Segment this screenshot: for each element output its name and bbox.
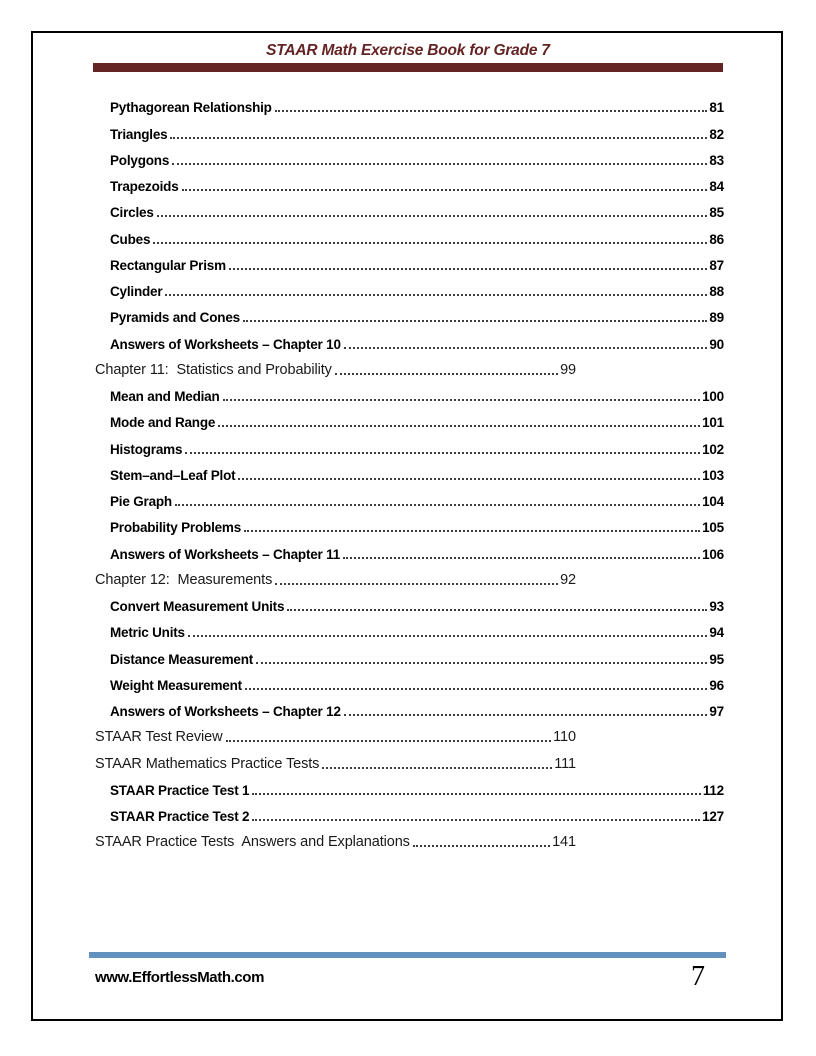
toc-entry <box>95 824 576 850</box>
toc-entry-label: Rectangular Prism <box>110 257 226 273</box>
toc-entry <box>95 772 724 798</box>
toc-entry-label: Circles <box>110 205 154 221</box>
toc-entry-page: 90 <box>709 336 724 352</box>
toc-leader-dots <box>252 819 700 821</box>
toc-entry <box>95 168 724 194</box>
footer-page-number: 7 <box>691 961 705 992</box>
toc-entry-label: STAAR Mathematics Practice Tests <box>95 755 320 772</box>
toc-entry-label: Answers of Worksheets – Chapter 10 <box>110 336 341 352</box>
toc-entry-label: Polygons <box>110 152 170 168</box>
toc-entry-label: Triangles <box>110 126 168 142</box>
toc-entry <box>95 588 724 614</box>
toc-entry <box>95 640 724 666</box>
toc-entry <box>95 115 724 141</box>
toc-entry <box>95 535 724 561</box>
toc-entry-page: 95 <box>709 651 724 667</box>
toc-entry-page: 83 <box>709 152 724 168</box>
toc-entry <box>95 483 724 509</box>
toc-entry-label: Cubes <box>110 231 151 247</box>
footer-website: www.EffortlessMath.com <box>95 969 265 986</box>
toc-leader-dots <box>244 530 700 532</box>
toc-leader-dots <box>170 137 707 139</box>
toc-leader-dots <box>322 767 552 769</box>
toc-entry-label: Stem–and–Leaf Plot <box>110 467 236 483</box>
toc-entry-label: STAAR Practice Test 2 <box>110 809 250 824</box>
toc-entry <box>95 562 576 588</box>
table-of-contents <box>95 89 724 850</box>
toc-entry <box>95 404 724 430</box>
toc-entry-label: Cylinder <box>110 284 163 299</box>
toc-entry-page: 104 <box>702 494 724 509</box>
toc-entry-page: 89 <box>709 310 724 326</box>
toc-entry-label: Pythagorean Relationship <box>110 100 272 116</box>
header-rule <box>93 63 723 72</box>
toc-entry <box>95 352 576 378</box>
toc-entry-page: 127 <box>702 809 724 824</box>
toc-entry-label: Answers of Worksheets – Chapter 11 <box>110 546 341 562</box>
toc-entry-page: 103 <box>702 467 724 483</box>
toc-entry-label: Metric Units <box>110 625 185 641</box>
toc-leader-dots <box>344 714 708 716</box>
toc-entry <box>95 89 724 115</box>
toc-leader-dots <box>185 452 700 454</box>
toc-entry-page: 85 <box>709 205 724 221</box>
toc-entry-label: Convert Measurement Units <box>110 599 285 614</box>
toc-leader-dots <box>182 189 708 191</box>
toc-entry-label: Chapter 12: Measurements <box>95 571 273 588</box>
toc-entry <box>95 247 724 273</box>
toc-entry-label: Pie Graph <box>110 494 172 509</box>
toc-entry-label: Trapezoids <box>110 179 179 194</box>
toc-entry <box>95 299 724 325</box>
toc-entry-label: STAAR Practice Test 1 <box>110 782 250 798</box>
toc-entry <box>95 142 724 168</box>
toc-leader-dots <box>226 740 552 742</box>
toc-entry <box>95 509 724 535</box>
toc-leader-dots <box>343 557 700 559</box>
toc-entry-page: 82 <box>709 126 724 142</box>
toc-entry-page: 93 <box>709 599 724 614</box>
toc-entry-page: 86 <box>709 231 724 247</box>
toc-entry <box>95 220 724 246</box>
toc-entry-page: 94 <box>709 625 724 641</box>
toc-entry <box>95 378 724 404</box>
toc-leader-dots <box>165 294 707 296</box>
toc-entry-label: Chapter 11: Statistics and Probability <box>95 361 332 378</box>
toc-entry-label: Histograms <box>110 441 183 457</box>
toc-entry-page: 110 <box>553 729 576 746</box>
toc-entry-page: 96 <box>709 677 724 693</box>
toc-entry-label: STAAR Practice Tests Answers and Explanations <box>95 834 410 851</box>
toc-entry-page: 112 <box>702 782 724 798</box>
toc-entry-page: 102 <box>702 441 724 457</box>
toc-entry-page: 97 <box>709 704 724 719</box>
toc-entry <box>95 693 724 719</box>
toc-entry-page: 99 <box>560 361 576 378</box>
toc-leader-dots <box>153 242 707 244</box>
header-title: STAAR Math Exercise Book for Grade 7 <box>266 42 550 59</box>
toc-entry-page: 106 <box>702 546 724 562</box>
toc-leader-dots <box>229 268 707 270</box>
toc-entry-page: 92 <box>560 571 576 588</box>
toc-leader-dots <box>252 793 700 795</box>
toc-entry-page: 81 <box>709 100 724 116</box>
toc-entry-page: 111 <box>554 755 576 772</box>
toc-entry <box>95 194 724 220</box>
toc-leader-dots <box>223 399 701 401</box>
toc-leader-dots <box>245 688 707 690</box>
toc-entry-label: Answers of Worksheets – Chapter 12 <box>110 704 341 719</box>
toc-entry-page: 100 <box>702 389 724 404</box>
toc-entry <box>95 719 576 745</box>
toc-entry-page: 87 <box>709 257 724 273</box>
toc-entry-page: 88 <box>709 284 724 299</box>
toc-leader-dots <box>218 425 700 427</box>
toc-leader-dots <box>287 609 707 611</box>
toc-entry-label: Mean and Median <box>110 389 220 404</box>
toc-leader-dots <box>335 373 558 375</box>
toc-leader-dots <box>172 163 707 165</box>
toc-entry-label: Weight Measurement <box>110 677 242 693</box>
toc-entry-page: 101 <box>702 415 724 431</box>
toc-entry-page: 105 <box>702 520 724 536</box>
toc-leader-dots <box>275 583 558 585</box>
toc-entry-page: 141 <box>552 834 576 851</box>
toc-entry <box>95 273 724 299</box>
toc-leader-dots <box>275 110 708 112</box>
footer-rule <box>89 952 726 958</box>
toc-entry-label: Pyramids and Cones <box>110 310 240 326</box>
toc-leader-dots <box>188 635 708 637</box>
toc-entry <box>95 798 724 824</box>
toc-entry-label: Distance Measurement <box>110 651 254 667</box>
toc-leader-dots <box>238 478 700 480</box>
toc-leader-dots <box>157 215 708 217</box>
toc-entry <box>95 457 724 483</box>
toc-entry-label: Probability Problems <box>110 520 242 536</box>
toc-entry-label: Mode and Range <box>110 415 216 431</box>
toc-entry <box>95 614 724 640</box>
toc-leader-dots <box>175 504 700 506</box>
toc-entry <box>95 430 724 456</box>
toc-entry <box>95 325 724 351</box>
toc-entry <box>95 745 576 771</box>
toc-entry <box>95 667 724 693</box>
toc-leader-dots <box>243 320 707 322</box>
toc-leader-dots <box>413 845 550 847</box>
toc-entry-label: STAAR Test Review <box>95 729 223 746</box>
toc-entry-page: 84 <box>709 179 724 194</box>
toc-leader-dots <box>256 662 707 664</box>
toc-leader-dots <box>344 347 708 349</box>
